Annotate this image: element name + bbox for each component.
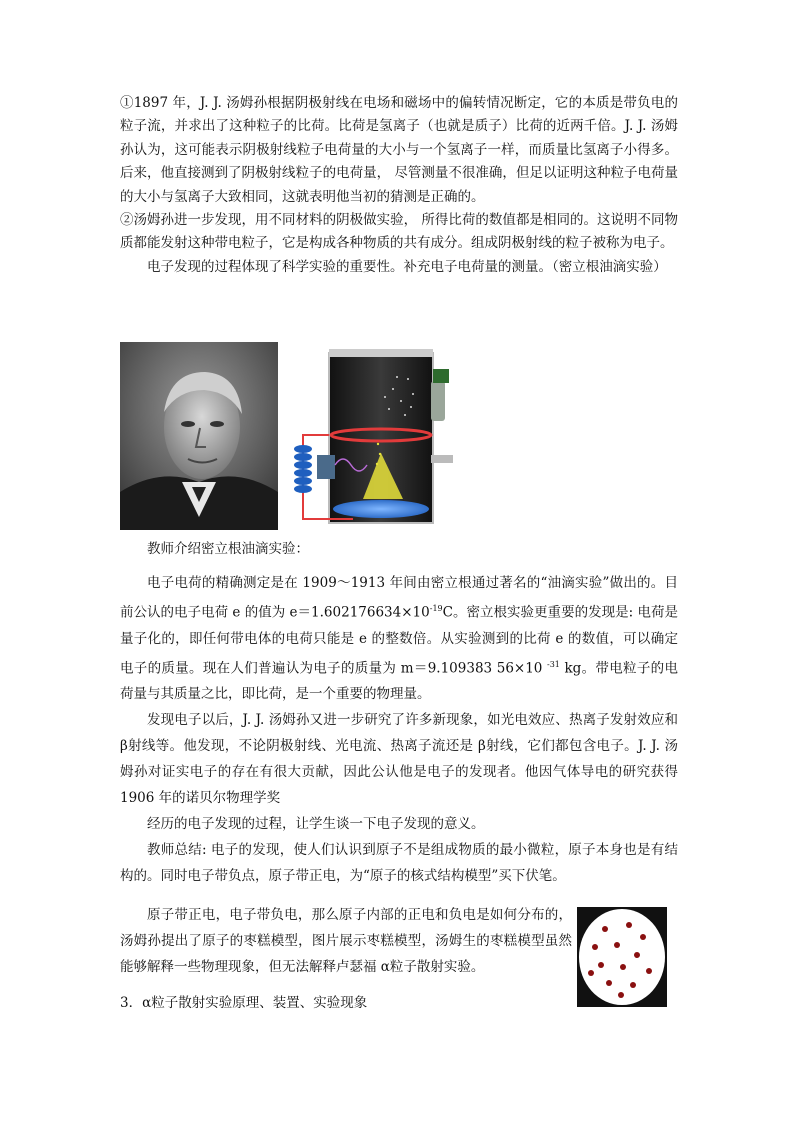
section-thomson-discovery — [120, 92, 678, 279]
paragraph-discussion: 经历的电子发现的过程，让学生谈一下电子发现的意义。 — [147, 816, 485, 832]
paragraph-plum-pudding: 原子带正电，电子带负电，那么原子内部的正电和负电是如何分布的，汤姆孙提出了原子的枣糕模型，图片展示枣糕模型，汤姆生的枣糕模型虽然能够解释一些物理现象，但无法解释卢瑟福 α粒子散射实验。 — [120, 907, 572, 975]
oil-drop-apparatus-image — [293, 349, 468, 526]
section-electron-charge — [120, 570, 678, 889]
paragraph-thomson-research: 发现电子以后，J. J. 汤姆孙又进一步研究了许多新现象，如光电效应、热离子发射效应和 β射线等。他发现，不论阴极射线、光电流、热离子流还是 β射线，它们都包含电子。J. J. 汤姆孙对证实电子的存在有很大贡献，因此公认他是电子的发现者。他因气体导电的研究获得 1906 年的诺贝尔物理学奖 — [120, 712, 678, 806]
millikan-portrait-image — [120, 342, 278, 530]
heading-alpha-scattering: 3．α粒子散射实验原理、装置、实验现象 — [120, 995, 368, 1011]
section-plum-pudding — [120, 902, 572, 980]
section-millikan — [120, 538, 678, 561]
paragraph-teacher-summary: 教师总结: 电子的发现，使人们认识到原子不是组成物质的最小微粒，原子本身也是有结构的。同时电子带负点，原子带正电，为“原子的核式结构模型”买下伏笔。 — [120, 842, 678, 884]
paragraph-teacher-intro: 教师介绍密立根油滴实验： — [147, 541, 309, 557]
paragraph-experiment-intro: 电子发现的过程体现了科学实验的重要性。补充电子电荷量的测量。（密立根油滴实验） — [147, 258, 667, 275]
paragraph-thomson-ratio: ①1897 年，J. J. 汤姆孙根据阴极射线在电场和磁场中的偏转情况断定，它的本质是带负电的粒子流，并求出了这种粒子的比荷。比荷是氢离子（也就是质子）比荷的近两千倍。J. J. 汤姆孙认为，这可能表示阴极射线粒子电荷量的大小与一个氢离子一样，而质量比氢离子小得多。后来，他直接测到了阴极射线粒子的电荷量， 尽管测量不很准确，但足以证明这种粒子电荷量的大小与氢离子大致相同，这就表明他当初的猜测是正确的。 — [120, 95, 678, 205]
paragraph-electron-charge: 电子电荷的精确测定是在 1909～1913 年间由密立根通过著名的“油滴实验”做出的。目前公认的电子电荷 e 的值为 $e=1.602176634\times 10^{-19}C$。密立根实验更重要的发现是: 电荷是量子化的，即任何带电体的电荷只能是 e 的整数倍。从实验测到的比荷 e 的数值，可以确定电子的质量。现在人们普遍认为电子的质量为 m＝9.109383 56×10 $^{-31}$ kg。带电粒子的电荷量与其质量之比，即比荷，是一个重要的物理量。 — [120, 575, 679, 702]
section-alpha-heading — [120, 992, 678, 1014]
paragraph-thomson-materials: ②汤姆孙进一步发现，用不同材料的阴极做实验， 所得比荷的数值都是相同的。这说明不同物质都能发射这种带电粒子，它是构成各种物质的共有成分。组成阴极射线的粒子被称为电子。 — [120, 212, 678, 252]
